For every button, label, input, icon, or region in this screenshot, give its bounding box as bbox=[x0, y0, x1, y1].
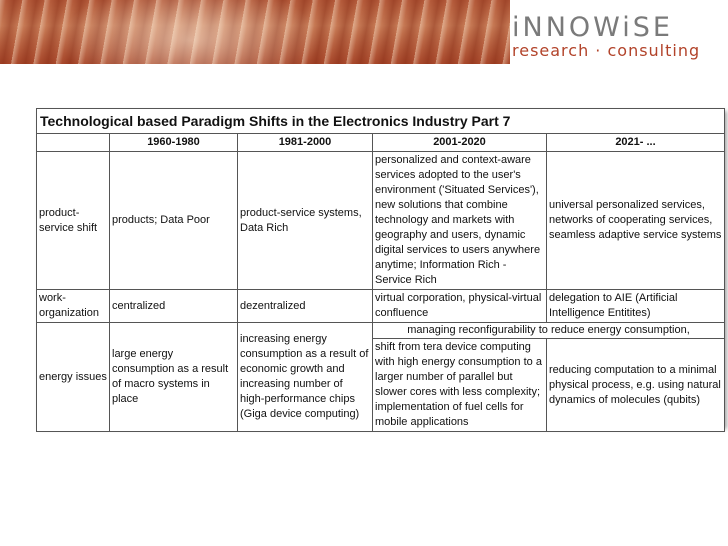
title-row bbox=[37, 109, 725, 134]
column-header-1960-1980: 1960-1980 bbox=[110, 134, 238, 152]
column-header-empty bbox=[37, 134, 110, 152]
column-header-2001-2020: 2001-2020 bbox=[373, 134, 547, 152]
table-row bbox=[37, 290, 725, 323]
table-cell: dezentralized bbox=[238, 290, 373, 323]
row-label: energy issues bbox=[37, 323, 110, 432]
table-cell: universal personalized services, networks of cooperating services, seamless adaptive service systems bbox=[547, 152, 725, 290]
logo-name: iNNOWiSE bbox=[512, 12, 673, 43]
table-cell: shift from tera device computing with high energy consumption to a larger number of parallel but slower cores with less complexity; implementation of fuel cells for mobile applications bbox=[373, 339, 547, 432]
table-title: Technological based Paradigm Shifts in the Electronics Industry Part 7 bbox=[37, 109, 725, 134]
column-header-2021: 2021- ... bbox=[547, 134, 725, 152]
table-cell: large energy consumption as a result of macro systems in place bbox=[110, 323, 238, 432]
column-header-1981-2000: 1981-2000 bbox=[238, 134, 373, 152]
table-cell: centralized bbox=[110, 290, 238, 323]
table-cell: product-service systems, Data Rich bbox=[238, 152, 373, 290]
logo-tagline: research · consulting bbox=[512, 41, 701, 60]
row-label: product-service shift bbox=[37, 152, 110, 290]
table-cell: products; Data Poor bbox=[110, 152, 238, 290]
header-banner bbox=[0, 0, 510, 64]
table-row bbox=[37, 323, 725, 339]
table-cell: increasing energy consumption as a result of economic growth and increasing number of high-performance chips (Giga device computing) bbox=[238, 323, 373, 432]
spanning-note: managing reconfigurability to reduce energy consumption, bbox=[373, 323, 725, 339]
paradigm-shift-table bbox=[36, 108, 725, 432]
row-label: work-organization bbox=[37, 290, 110, 323]
banner-glow bbox=[60, 0, 320, 64]
company-logo bbox=[512, 14, 716, 60]
table-cell: reducing computation to a minimal physical process, e.g. using natural dynamics of molecules (qubits) bbox=[547, 339, 725, 432]
table-row bbox=[37, 152, 725, 290]
table-cell: virtual corporation, physical-virtual confluence bbox=[373, 290, 547, 323]
table-cell: delegation to AIE (Artificial Intelligence Entitites) bbox=[547, 290, 725, 323]
table-cell: personalized and context-aware services adopted to the user's environment ('Situated Services'), new solutions that combine technology and markets with geography and users, dynamic digital services to users anywhere anytime; Information Rich - Service Rich bbox=[373, 152, 547, 290]
header-row bbox=[37, 134, 725, 152]
